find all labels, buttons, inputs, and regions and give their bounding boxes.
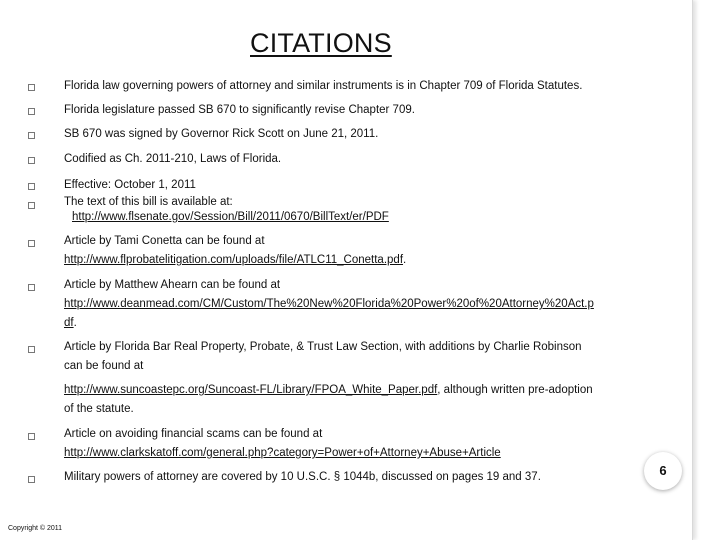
bullet-icon — [28, 431, 37, 440]
item-text: SB 670 was signed by Governor Rick Scott on June 21, 2011. — [64, 128, 379, 140]
bullet-icon — [28, 106, 37, 115]
bill-text-link[interactable]: http://www.flsenate.gov/Session/Bill/2011/0670/BillText/er/PDF — [72, 211, 389, 223]
bullet-icon — [28, 474, 37, 483]
item-text: Article by Matthew Ahearn can be found at — [64, 279, 281, 291]
item-text: . — [73, 317, 77, 329]
list-item — [64, 195, 389, 225]
item-text: , although written pre-adoption — [437, 384, 593, 396]
item-text: Florida law governing powers of attorney and similar instruments is in Chapter 709 of Florida Statutes. — [64, 80, 583, 92]
item-text: The text of this bill is available at: — [64, 196, 233, 208]
item-text: Article by Florida Bar Real Property, Probate, & Trust Law Section, with additions by Charlie Robinson — [64, 341, 582, 353]
page-number-badge: 6 — [644, 452, 682, 490]
item-text: Florida legislature passed SB 670 to significantly revise Chapter 709. — [64, 104, 415, 116]
item-text: . — [403, 254, 407, 266]
list-item — [64, 77, 582, 96]
item-text: Military powers of attorney are covered by 10 U.S.C. § 1044b, discussed on pages 19 and 37 — [64, 471, 538, 483]
bullet-icon — [28, 82, 37, 91]
item-text: Article by Tami Conetta can be found at — [64, 235, 265, 247]
list-item — [64, 176, 196, 195]
item-text: can be found at — [64, 360, 144, 372]
list-item — [64, 232, 406, 270]
ahearn-article-link[interactable]: http://www.deanmead.com/CM/Custom/The%20New%20Florida%20Power%20of%20Attorney%20Act.p — [64, 298, 594, 310]
bullet-icon — [28, 344, 37, 353]
item-text: Article on avoiding financial scams can be found at — [64, 428, 323, 440]
conetta-article-link[interactable]: http://www.flprobatelitigation.com/uploads/file/ATLC11_Conetta.pdf — [64, 254, 404, 266]
bullet-icon — [28, 200, 37, 209]
list-item — [64, 101, 415, 120]
copyright-footer: Copyright © 2011 — [8, 525, 63, 532]
list-item — [64, 150, 281, 169]
list-item — [64, 125, 378, 144]
page-title: CITATIONS — [250, 28, 392, 58]
item-text: . — [537, 471, 541, 483]
fpoa-white-paper-link[interactable]: http://www.suncoastepc.org/Suncoast-FL/Library/FPOA_White_Paper.pdf — [64, 384, 438, 396]
item-text: Effective: October 1, 2011 — [64, 179, 196, 191]
bullet-icon — [28, 155, 37, 164]
bullet-icon — [28, 181, 37, 190]
list-item — [64, 338, 593, 419]
bullet-icon — [28, 282, 37, 291]
item-text: Codified as Ch. 2011-210, Laws of Florida. — [64, 153, 282, 165]
list-item — [64, 276, 594, 333]
scams-article-link[interactable]: http://www.clarkskatoff.com/general.php?category=Power+of+Attorney+Abuse+Article — [64, 447, 501, 459]
item-text: of the statute. — [64, 403, 134, 415]
list-item — [64, 425, 501, 463]
bullet-icon — [28, 130, 37, 139]
ahearn-article-link-cont[interactable]: df — [64, 317, 74, 329]
list-item — [64, 468, 541, 487]
bullet-icon — [28, 238, 37, 247]
